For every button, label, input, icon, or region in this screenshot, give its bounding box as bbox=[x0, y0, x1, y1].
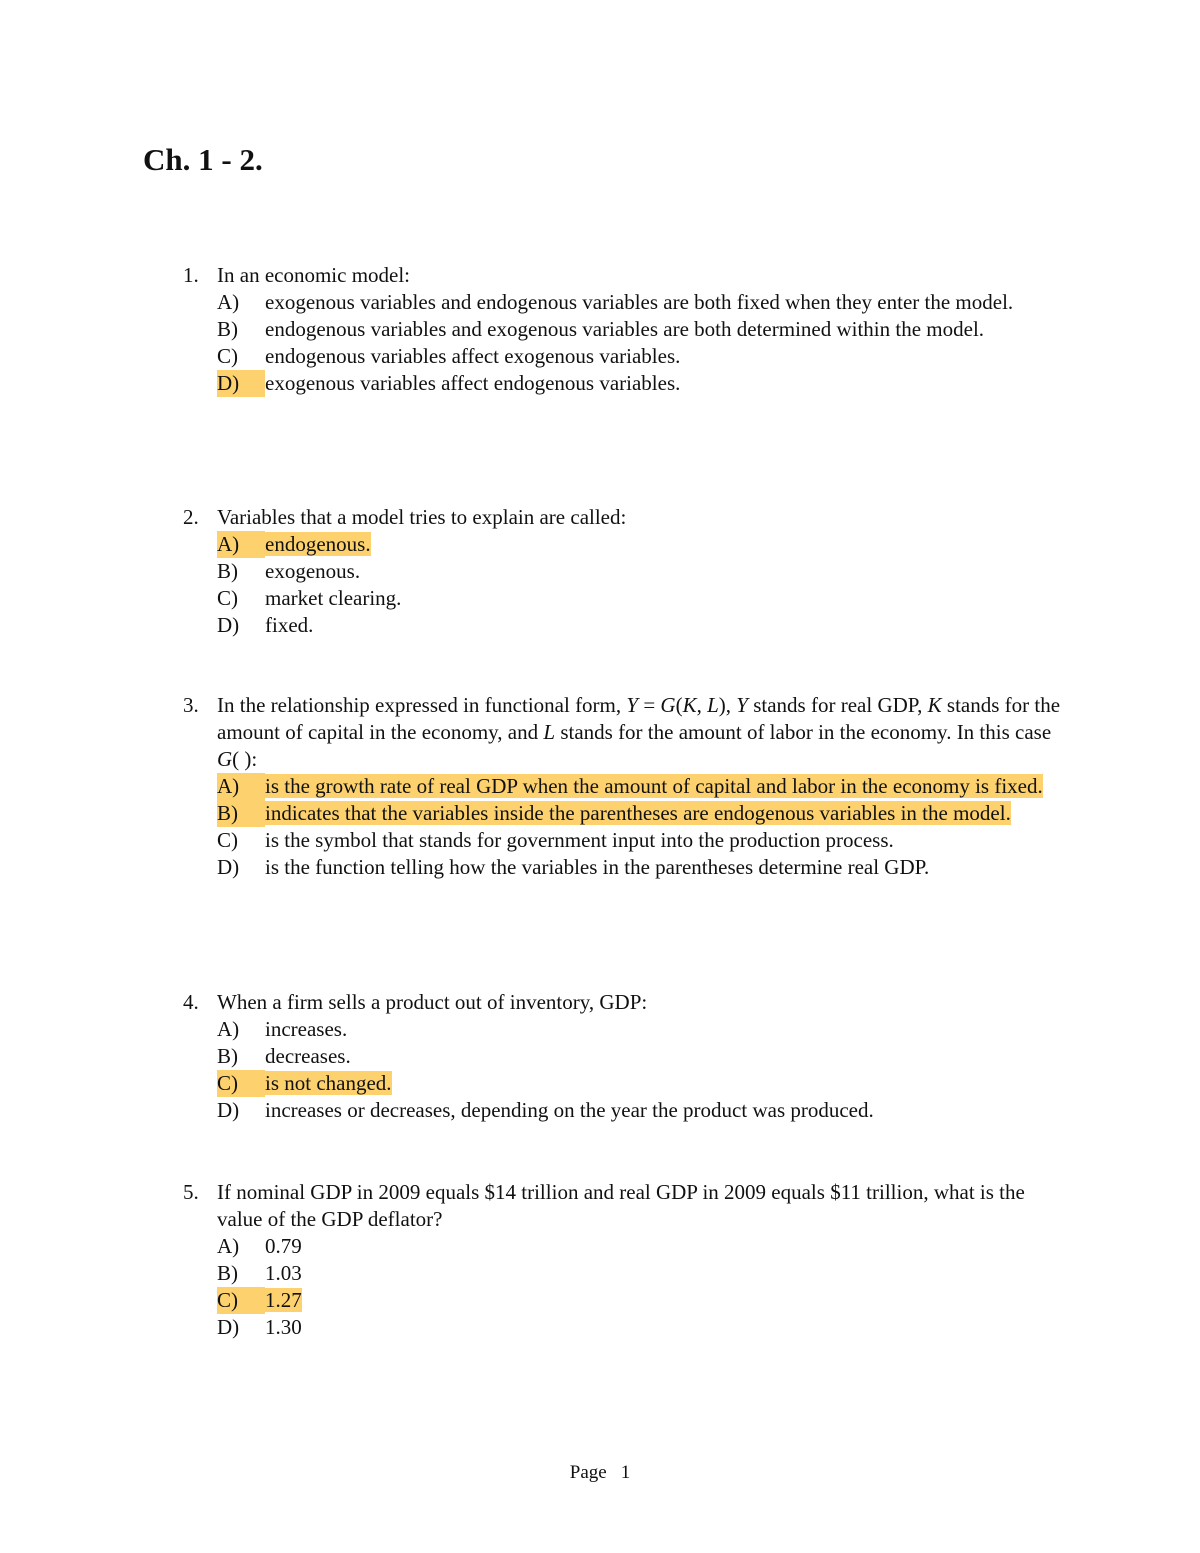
option-letter: C) bbox=[217, 1287, 265, 1314]
option-letter: C) bbox=[217, 344, 238, 368]
stem-text: stands for the amount of labor in the economy. In this case bbox=[555, 720, 1052, 744]
option-letter: B) bbox=[217, 800, 265, 827]
question-text: Variables that a model tries to explain are called: bbox=[217, 505, 627, 529]
option-a[interactable] bbox=[217, 773, 1063, 800]
question-3 bbox=[183, 692, 1063, 881]
question-stem bbox=[183, 262, 1063, 289]
option-text: 1.03 bbox=[265, 1261, 302, 1285]
option-letter: B) bbox=[217, 317, 238, 341]
option-text: endogenous. bbox=[265, 532, 371, 556]
option-text: increases. bbox=[265, 1017, 348, 1041]
option-text: decreases. bbox=[265, 1044, 351, 1068]
math-variable: L bbox=[707, 693, 719, 717]
option-c[interactable] bbox=[217, 585, 1063, 612]
option-a[interactable] bbox=[217, 1016, 1063, 1043]
math-variable: Y bbox=[736, 693, 748, 717]
question-number: 1. bbox=[183, 263, 199, 287]
question-stem bbox=[183, 504, 1063, 531]
option-letter: A) bbox=[217, 773, 265, 800]
option-letter: B) bbox=[217, 1044, 238, 1068]
option-text: endogenous variables affect exogenous variables. bbox=[265, 344, 681, 368]
question-text: If nominal GDP in 2009 equals $14 trillion and real GDP in 2009 equals $11 trillion, what is the value of the GDP deflator? bbox=[217, 1180, 1025, 1231]
option-a[interactable] bbox=[217, 531, 1063, 558]
option-c[interactable] bbox=[217, 1287, 1063, 1314]
stem-text: ( ): bbox=[232, 747, 258, 771]
option-letter: D) bbox=[217, 370, 265, 397]
option-text: 1.27 bbox=[265, 1288, 302, 1312]
option-letter: D) bbox=[217, 1098, 240, 1122]
option-letter: C) bbox=[217, 586, 238, 610]
option-letter: A) bbox=[217, 290, 240, 314]
option-a[interactable] bbox=[217, 1233, 1063, 1260]
question-number: 2. bbox=[183, 505, 199, 529]
option-text: is not changed. bbox=[265, 1071, 392, 1095]
question-number: 5. bbox=[183, 1180, 199, 1204]
option-b[interactable] bbox=[217, 316, 1063, 343]
math-variable: K bbox=[682, 693, 697, 717]
math-variable: Y bbox=[626, 693, 639, 717]
question-stem bbox=[183, 989, 1063, 1016]
question-stem bbox=[183, 692, 1063, 773]
option-c[interactable] bbox=[217, 1070, 1063, 1097]
question-number: 3. bbox=[183, 693, 199, 717]
page-title: Ch. 1 - 2. bbox=[143, 142, 263, 177]
question-stem bbox=[183, 1179, 1063, 1233]
question-5 bbox=[183, 1179, 1063, 1341]
math-variable: K bbox=[927, 693, 942, 717]
option-text: increases or decreases, depending on the year the product was produced. bbox=[265, 1098, 874, 1122]
stem-text: In the relationship expressed in functional form, bbox=[217, 693, 627, 717]
stem-text: stands for real GDP, bbox=[747, 693, 928, 717]
option-d[interactable] bbox=[217, 1314, 1063, 1341]
stem-text: ), bbox=[718, 693, 737, 717]
stem-text: ( bbox=[675, 693, 683, 717]
question-number: 4. bbox=[183, 990, 199, 1014]
option-c[interactable] bbox=[217, 343, 1063, 370]
stem-text: = bbox=[638, 693, 661, 717]
option-text: 0.79 bbox=[265, 1234, 302, 1258]
option-letter: A) bbox=[217, 531, 265, 558]
page-number: 1 bbox=[620, 1462, 631, 1483]
math-variable: G bbox=[660, 693, 676, 717]
option-b[interactable] bbox=[217, 800, 1063, 827]
option-letter: D) bbox=[217, 1315, 240, 1339]
page-footer bbox=[0, 1461, 1200, 1485]
option-letter: A) bbox=[217, 1234, 240, 1258]
stem-text: , bbox=[696, 693, 708, 717]
option-letter: D) bbox=[217, 613, 240, 637]
option-d[interactable] bbox=[217, 612, 1063, 639]
option-text: market clearing. bbox=[265, 586, 402, 610]
option-letter: C) bbox=[217, 1070, 265, 1097]
option-d[interactable] bbox=[217, 370, 1063, 397]
option-text: 1.30 bbox=[265, 1315, 302, 1339]
option-b[interactable] bbox=[217, 1043, 1063, 1070]
option-letter: C) bbox=[217, 828, 238, 852]
option-b[interactable] bbox=[217, 558, 1063, 585]
option-letter: B) bbox=[217, 1261, 238, 1285]
option-a[interactable] bbox=[217, 289, 1063, 316]
option-text: exogenous variables and endogenous variables are both fixed when they enter the model. bbox=[265, 290, 1014, 314]
option-text: indicates that the variables inside the parentheses are endogenous variables in the model. bbox=[265, 801, 1011, 825]
page-label: Page bbox=[569, 1462, 607, 1483]
question-2 bbox=[183, 504, 1063, 639]
option-letter: D) bbox=[217, 855, 240, 879]
question-1 bbox=[183, 262, 1063, 397]
option-text: exogenous variables affect endogenous variables. bbox=[265, 371, 681, 395]
option-b[interactable] bbox=[217, 1260, 1063, 1287]
question-text: When a firm sells a product out of inventory, GDP: bbox=[217, 990, 648, 1014]
question-text bbox=[217, 692, 1063, 773]
option-d[interactable] bbox=[217, 1097, 1063, 1124]
option-text: is the growth rate of real GDP when the amount of capital and labor in the economy is fixed. bbox=[265, 774, 1043, 798]
option-text: is the symbol that stands for government input into the production process. bbox=[265, 828, 894, 852]
stem-text: stands for the amount of capital in the economy, and bbox=[217, 693, 1061, 744]
question-text: In an economic model: bbox=[217, 263, 411, 287]
option-d[interactable] bbox=[217, 854, 1063, 881]
option-c[interactable] bbox=[217, 827, 1063, 854]
question-4 bbox=[183, 989, 1063, 1124]
option-letter: B) bbox=[217, 559, 238, 583]
option-text: exogenous. bbox=[265, 559, 361, 583]
option-text: is the function telling how the variables in the parentheses determine real GDP. bbox=[265, 855, 930, 879]
math-variable: L bbox=[543, 720, 556, 744]
option-text: fixed. bbox=[265, 613, 314, 637]
option-letter: A) bbox=[217, 1017, 240, 1041]
option-text: endogenous variables and exogenous variables are both determined within the model. bbox=[265, 317, 985, 341]
math-variable: G bbox=[217, 747, 233, 771]
